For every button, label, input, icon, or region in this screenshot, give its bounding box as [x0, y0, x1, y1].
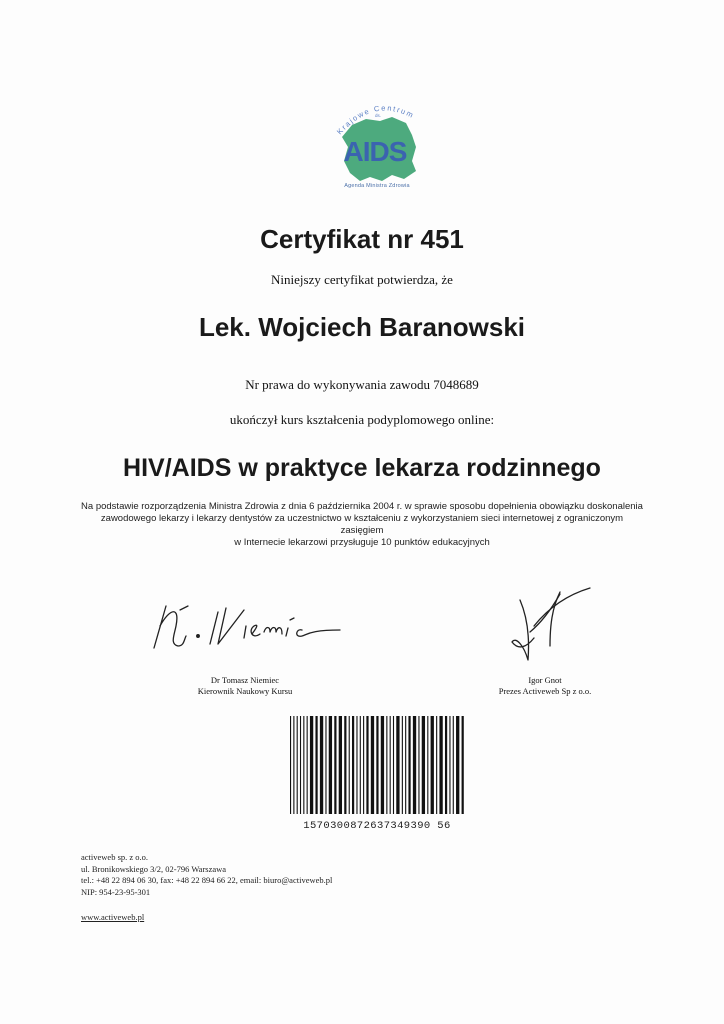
barcode-bar [371, 716, 374, 814]
legal-basis-line: zawodowego lekarzy i lekarzy dentystów za uczestnictwo w kształceniu z wykorzystaniem sieci internetowej z ograniczonym zasięgiem [100, 513, 624, 536]
logo-caption: Agenda Ministra Zdrowia [344, 183, 410, 189]
certificate-title: Certyfikat nr 451 [260, 224, 464, 254]
footer-nip: NIP: 954-23-95-301 [81, 886, 151, 897]
barcode-bar [363, 716, 364, 814]
barcode-bar [449, 716, 450, 814]
barcode-bar [339, 716, 342, 814]
barcode-bar [393, 716, 394, 814]
course-name: HIV/AIDS w praktyce lekarza rodzinnego [123, 454, 601, 482]
footer-contact: tel.: +48 22 894 06 30, fax: +48 22 894 66 22, email: biuro@activeweb.pl [81, 875, 333, 885]
signer-name: Igor Gnot [528, 675, 562, 685]
logo-acronym: AIDS [343, 136, 407, 167]
barcode-bar [431, 716, 434, 814]
legal-basis-line: w Internecie lekarzowi przysługuje 10 punktów edukacyjnych [234, 537, 490, 548]
barcode-bar [405, 716, 406, 814]
barcode-bar [422, 716, 425, 814]
footer-company: activeweb sp. z o.o. [81, 852, 149, 862]
barcode-bar [439, 716, 442, 814]
barcode-bar [462, 716, 464, 814]
signer-gnot [470, 675, 620, 697]
barcode-bar [310, 716, 313, 814]
barcode-bar [445, 716, 447, 814]
logo-arc-text: Krajowe Centrum [334, 103, 417, 137]
logo-ds-text: ds. [375, 113, 382, 118]
signer-name: Dr Tomasz Niemiec [210, 675, 280, 685]
barcode-bar [360, 716, 361, 814]
barcode-bar [456, 716, 459, 814]
barcode-bar [300, 716, 301, 814]
barcode-bar [396, 716, 399, 814]
barcode-bar [334, 716, 336, 814]
barcode-bar [307, 716, 308, 814]
barcode-bar [427, 716, 428, 814]
course-intro: ukończył kurs kształcenia podyplomowego online: [229, 412, 495, 427]
barcode-bar [329, 716, 332, 814]
website-link[interactable]: www.activeweb.pl [81, 912, 145, 922]
barcode-bar [344, 716, 346, 814]
company-footer [81, 852, 332, 898]
barcode-bar [376, 716, 378, 814]
barcode-bar [408, 716, 410, 814]
signature-gnot [490, 586, 600, 666]
barcode [290, 716, 466, 814]
aids-logo-graphic [322, 95, 432, 195]
barcode-bar [436, 716, 437, 814]
license-number: Nr prawa do wykonywania zawodu 7048689 [245, 377, 479, 392]
signer-role: Prezes Activeweb Sp z o.o. [498, 686, 592, 696]
signer-niemiec [155, 675, 335, 697]
barcode-bar [349, 716, 350, 814]
signer-role: Kierownik Naukowy Kursu [197, 686, 293, 696]
barcode-bar [315, 716, 317, 814]
barcode-bar [413, 716, 416, 814]
confirmation-text: Niniejszy certyfikat potwierdza, że [271, 272, 453, 287]
barcode-bar [290, 716, 291, 814]
recipient-name: Lek. Wojciech Baranowski [198, 312, 526, 342]
barcode-bar [366, 716, 368, 814]
barcode-bar [402, 716, 403, 814]
barcode-bar [418, 716, 419, 814]
aids-center-logo [322, 95, 432, 195]
barcode-bar [297, 716, 298, 814]
barcode-bar [352, 716, 354, 814]
barcode-bar [325, 716, 326, 814]
barcode-bar [356, 716, 357, 814]
legal-basis-line: Na podstawie rozporządzenia Ministra Zdrowia z dnia 6 października 2004 r. w sprawie sposobu dopełnienia obowiązku doskonalenia [81, 501, 643, 512]
signature-niemiec [140, 596, 350, 660]
barcode-bar [320, 716, 323, 814]
barcode-bar [390, 716, 391, 814]
barcode-bar [303, 716, 304, 814]
barcode-bar [293, 716, 294, 814]
footer-address: ul. Bronikowskiego 3/2, 02-796 Warszawa [81, 863, 227, 874]
barcode-bar [386, 716, 387, 814]
barcode-bar [453, 716, 454, 814]
barcode-number: 1570300872637349390 56 [303, 820, 451, 832]
barcode-bar [381, 716, 384, 814]
legal-basis [80, 501, 644, 549]
